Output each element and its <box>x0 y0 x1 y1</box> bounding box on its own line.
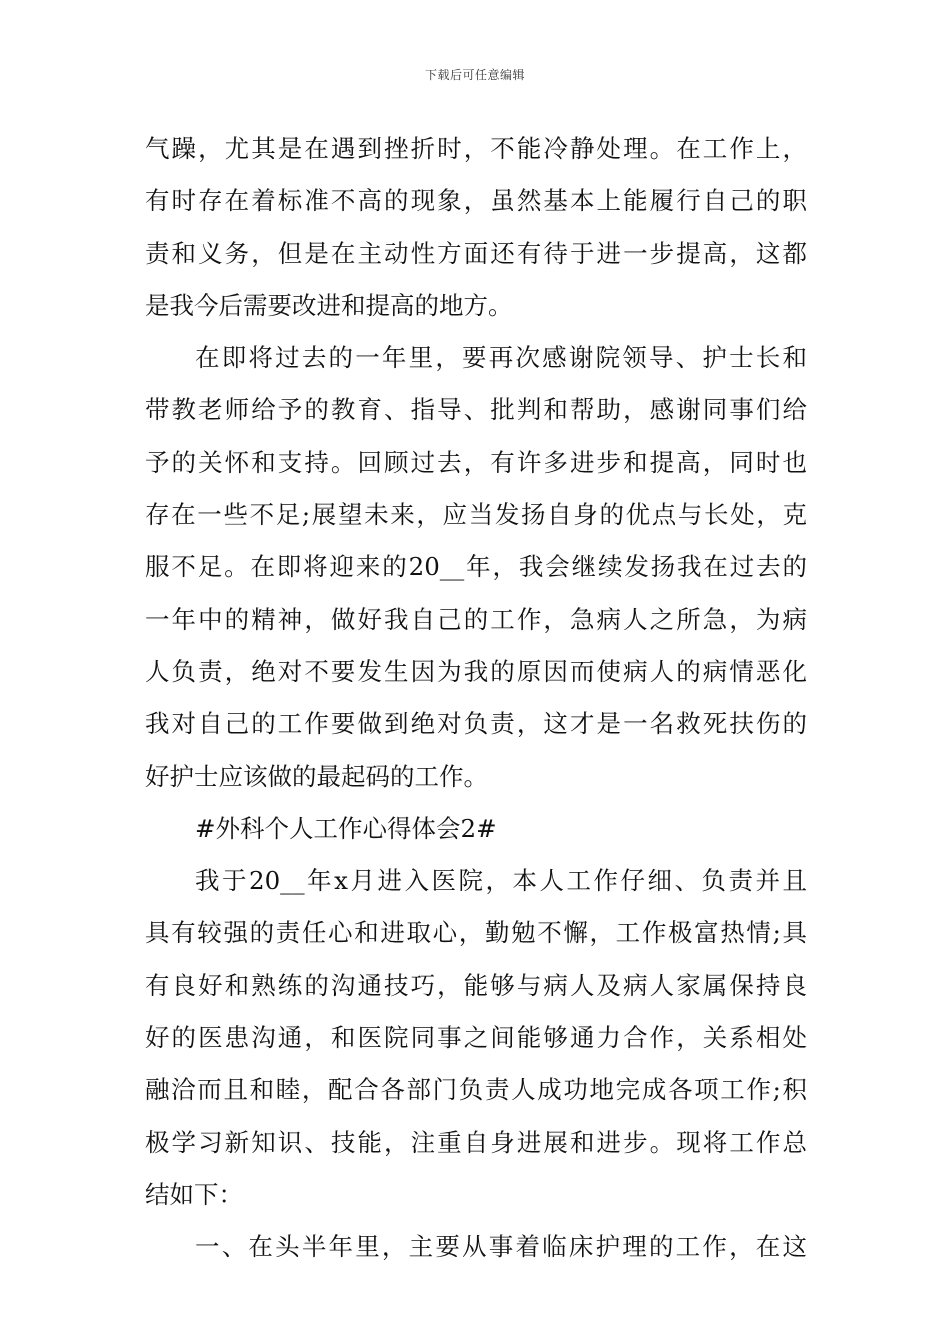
text-line: #外科个人工作心得体会2# <box>195 813 497 843</box>
text-line: 予的关怀和支持。回顾过去，有许多进步和提高，同时也 <box>145 447 807 477</box>
text-line: 气躁，尤其是在遇到挫折时，不能冷静处理。在工作上， <box>145 134 807 163</box>
text-line: 服不足。在即将迎来的20__年，我会继续发扬我在过去的 <box>145 552 807 582</box>
text-line: 结如下： <box>145 1179 243 1209</box>
text-line: 是我今后需要改进和提高的地方。 <box>145 290 513 320</box>
text-line: 具有较强的责任心和进取心，勤勉不懈，工作极富热情;具 <box>145 918 807 948</box>
text-line: 有良好和熟练的沟通技巧，能够与病人及病人家属保持良 <box>145 970 807 1000</box>
text-line: 一年中的精神，做好我自己的工作，急病人之所急，为病 <box>145 604 807 634</box>
text-line: 带教老师给予的教育、指导、批判和帮助，感谢同事们给 <box>145 395 807 425</box>
text-line: 一、在头半年里，主要从事着临床护理的工作，在这 <box>195 1232 807 1262</box>
text-line: 融洽而且和睦，配合各部门负责人成功地完成各项工作;积 <box>145 1075 807 1105</box>
page-header-note: 下载后可任意编辑 <box>424 68 525 82</box>
text-line: 我于20__年x月进入医院，本人工作仔细、负责并且 <box>195 866 807 896</box>
text-line: 我对自己的工作要做到绝对负责，这才是一名救死扶伤的 <box>145 709 807 739</box>
text-line: 责和义务，但是在主动性方面还有待于进一步提高，这都 <box>145 238 807 268</box>
text-line: 好的医患沟通，和医院同事之间能够通力合作，关系相处 <box>145 1023 807 1053</box>
text-line: 好护士应该做的最起码的工作。 <box>145 761 488 791</box>
text-line: 极学习新知识、技能，注重自身进展和进步。现将工作总 <box>145 1127 807 1157</box>
document-body <box>145 123 807 1274</box>
text-line: 存在一些不足;展望未来，应当发扬自身的优点与长处，克 <box>145 500 807 530</box>
text-line: 人负责，绝对不要发生因为我的原因而使病人的病情恶化 <box>145 656 807 686</box>
text-line: 在即将过去的一年里，要再次感谢院领导、护士长和 <box>195 343 807 373</box>
text-line: 有时存在着标准不高的现象，虽然基本上能履行自己的职 <box>145 186 807 216</box>
